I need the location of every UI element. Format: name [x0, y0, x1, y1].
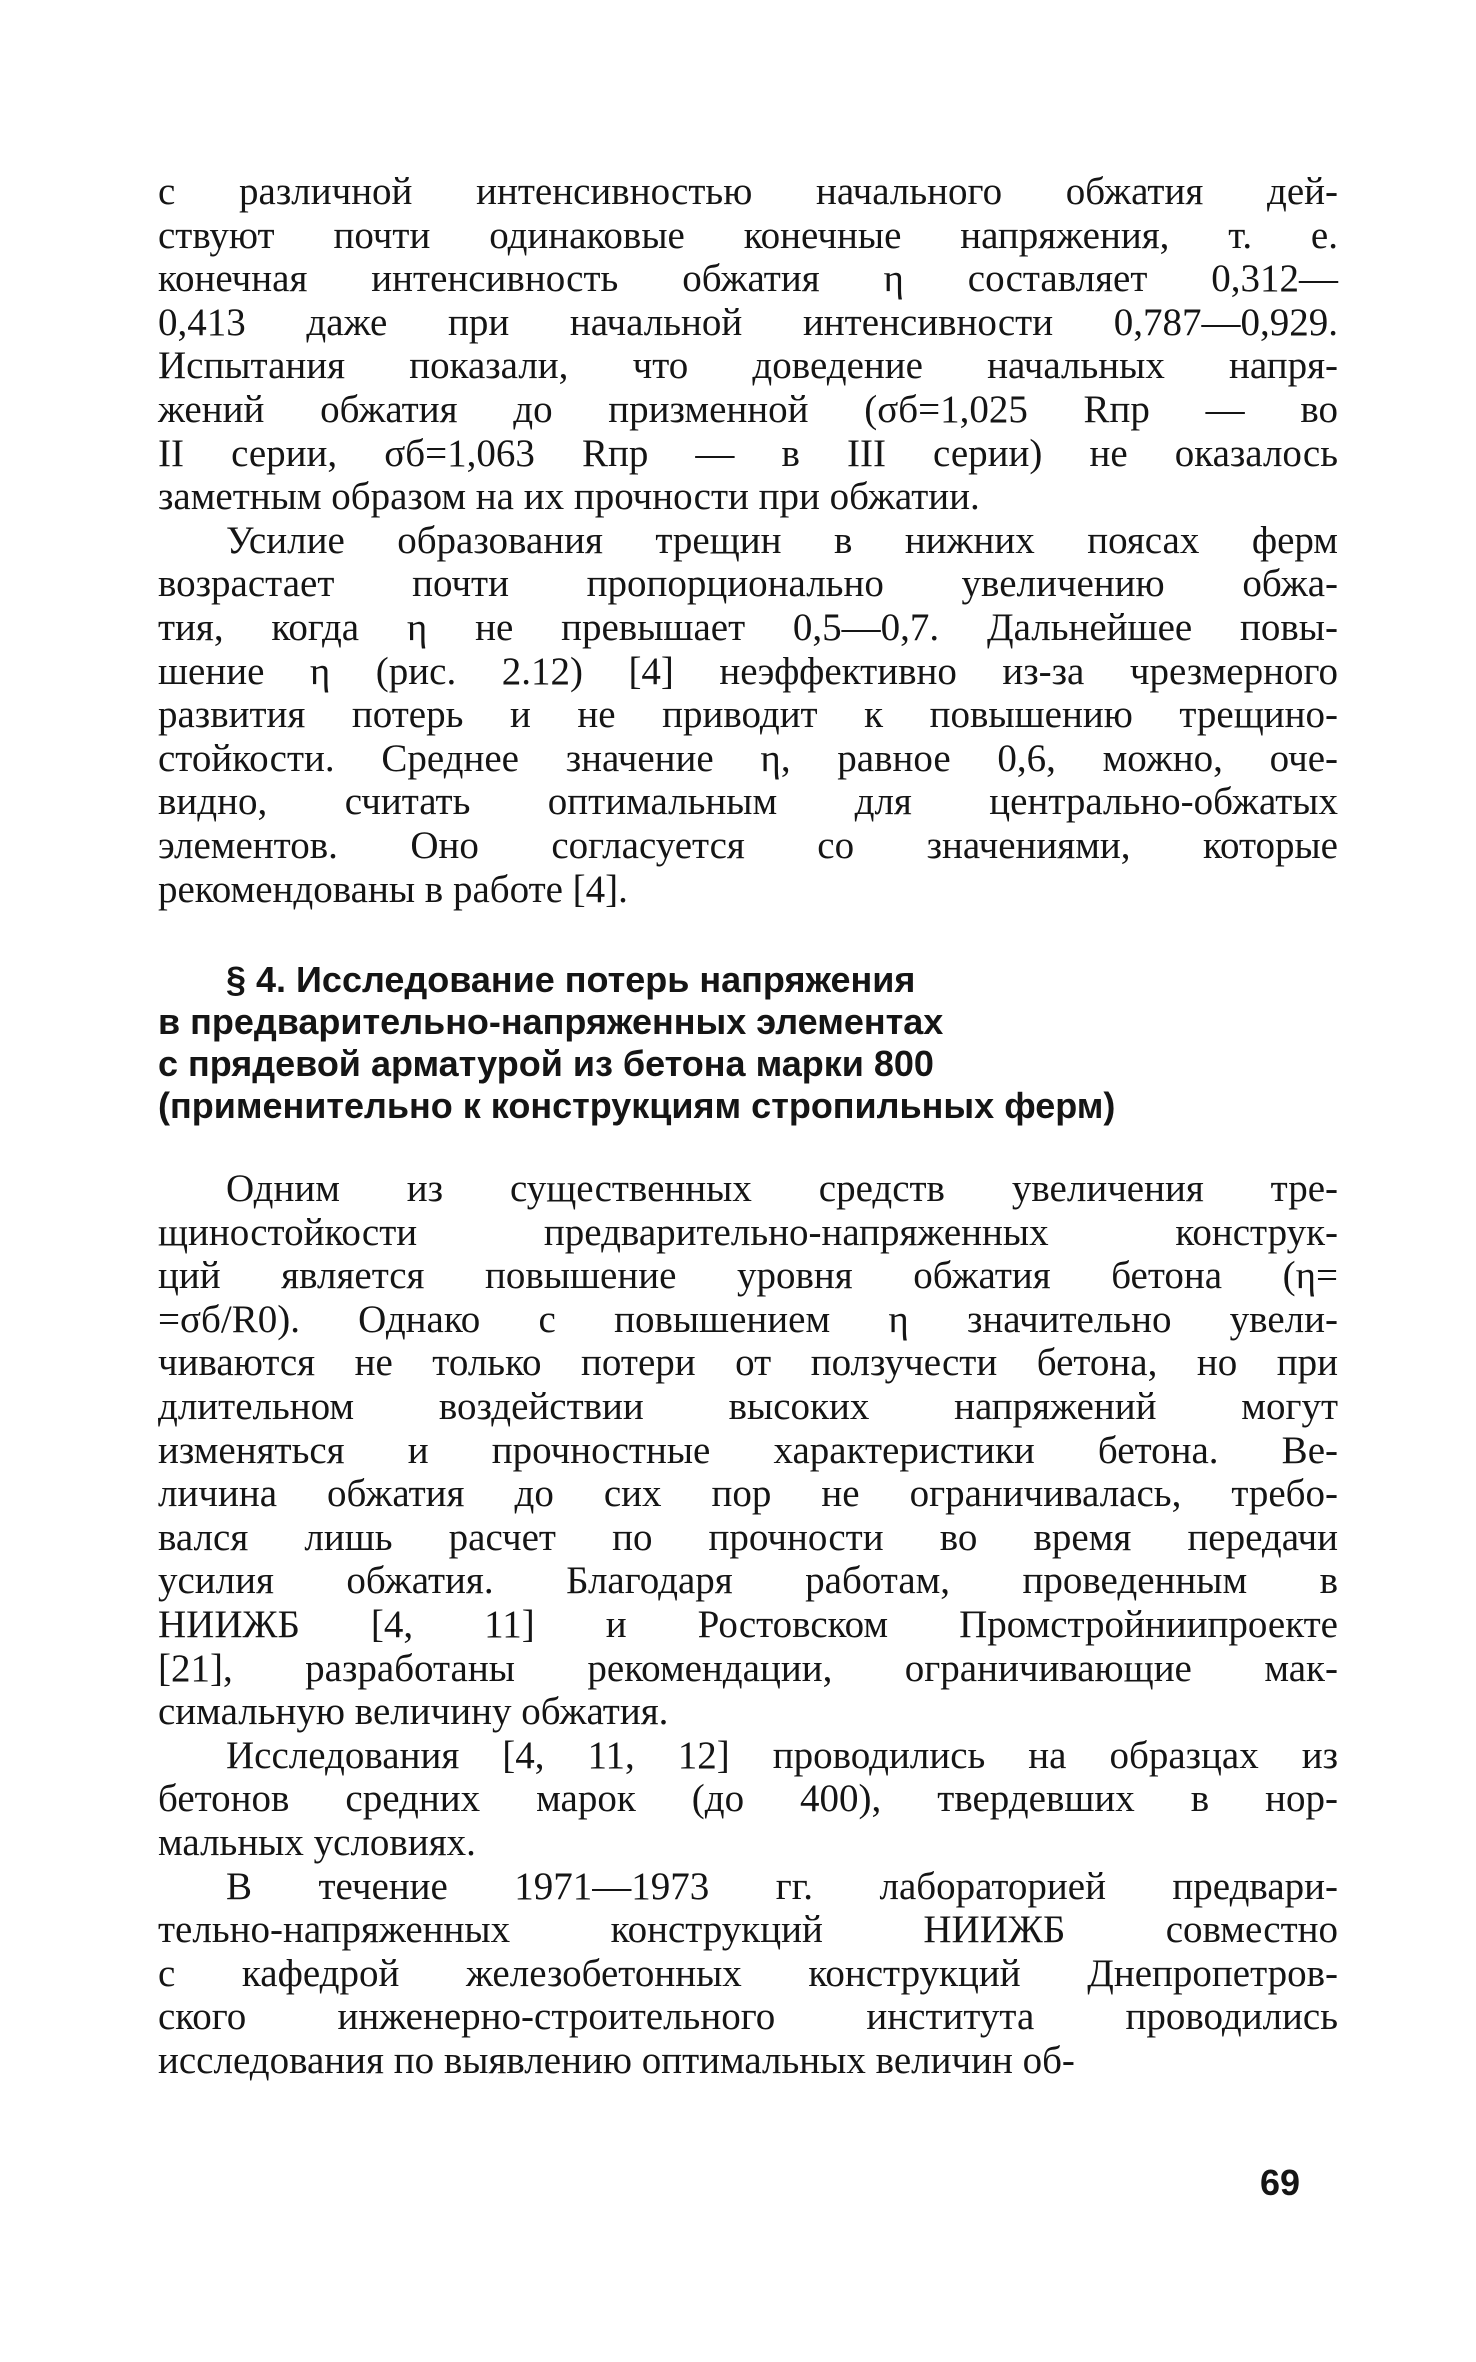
paragraph: [158, 1734, 1338, 1865]
text-line: Одним из существенных средств увеличения тре-: [226, 1167, 1338, 1211]
text-line: возрастает почти пропорционально увеличению обжа-: [158, 562, 1338, 606]
text-line: ского инженерно-строительного института проводились: [158, 1995, 1338, 2039]
text-line: тельно-напряженных конструкций НИИЖБ совместно: [158, 1908, 1338, 1952]
text-line: чиваются не только потери от ползучести бетона, но при: [158, 1341, 1338, 1385]
text-line: 0,413 даже при начальной интенсивности 0,787—0,929.: [158, 300, 1338, 344]
paragraph: [158, 1865, 1338, 2083]
text-line: развития потерь и не приводит к повышению трещино-: [158, 693, 1338, 737]
text-line: с кафедрой железобетонных конструкций Днепропетров-: [158, 1951, 1338, 1995]
section-heading-line: в предварительно-напряженных элементах: [158, 1001, 944, 1043]
section-heading-line: (применительно к конструкциям стропильных ферм): [158, 1085, 1116, 1127]
text-line: усилия обжатия. Благодаря работам, проведенным в: [158, 1559, 1338, 1603]
text-block-bottom: [158, 1167, 1338, 2082]
page-number: 69: [1260, 2162, 1301, 2203]
paragraph: [158, 1167, 1338, 1734]
paragraph: [158, 519, 1338, 911]
text-line: шение η (рис. 2.12) [4] неэффективно из-за чрезмерного: [158, 649, 1338, 693]
text-line: тия, когда η не превышает 0,5—0,7. Дальнейшее повы-: [158, 605, 1338, 649]
text-line: длительном воздействии высоких напряжений могут: [158, 1385, 1338, 1429]
section-heading-line: с прядевой арматурой из бетона марки 800: [158, 1043, 934, 1085]
text-line: мальных условиях.: [158, 1821, 476, 1864]
text-line: симальную величину обжатия.: [158, 1690, 669, 1734]
text-line: элементов. Оно согласуется со значениями, которые: [158, 823, 1338, 867]
page-body: [158, 170, 1338, 2083]
text-line: стойкости. Среднее значение η, равное 0,6, можно, оче-: [158, 736, 1338, 780]
text-line: рекомендованы в работе [4].: [158, 867, 628, 911]
text-line: вался лишь расчет по прочности во время передачи: [158, 1515, 1338, 1559]
text-line: НИИЖБ [4, 11] и Ростовском Промстройниипроекте: [158, 1603, 1338, 1647]
text-line: видно, считать оптимальным для центрально-обжатых: [158, 780, 1338, 824]
text-line: Испытания показали, что доведение начальных напря-: [158, 344, 1338, 388]
text-line: жений обжатия до призменной (σб=1,025 Rпр — во: [158, 387, 1338, 431]
text-line: Исследования [4, 11, 12] проводились на образцах из: [226, 1733, 1338, 1777]
text-line: [21], разработаны рекомендации, ограничивающие мак-: [158, 1646, 1338, 1690]
text-line: личина обжатия до сих пор не ограничивалась, требо-: [158, 1472, 1338, 1516]
text-line: с различной интенсивностью начального обжатия дей-: [158, 170, 1338, 213]
text-line: В течение 1971—1973 гг. лабораторией предвари-: [226, 1864, 1338, 1908]
text-line: ций является повышение уровня обжатия бетона (η=: [158, 1254, 1338, 1298]
text-line: заметным образом на их прочности при обжатии.: [158, 475, 980, 519]
section-heading: [158, 959, 1338, 1127]
text-line: Усилие образования трещин в нижних поясах ферм: [226, 518, 1338, 562]
text-line: ствуют почти одинаковые конечные напряжения, т. е.: [158, 213, 1338, 257]
text-line: II серии, σб=1,063 Rпр — в III серии) не оказалось: [158, 431, 1338, 475]
section-heading-line: § 4. Исследование потерь напряжения: [226, 959, 916, 1001]
text-line: бетонов средних марок (до 400), твердевших в нор-: [158, 1777, 1338, 1821]
text-line: конечная интенсивность обжатия η составляет 0,312—: [158, 257, 1338, 301]
text-block-top: [158, 170, 1338, 911]
text-line: =σб/R0). Однако с повышением η значительно увели-: [158, 1297, 1338, 1341]
text-line: исследования по выявлению оптимальных величин об-: [158, 2038, 1075, 2082]
text-line: изменяться и прочностные характеристики бетона. Ве-: [158, 1428, 1338, 1472]
text-line: щиностойкости предварительно-напряженных конструк-: [158, 1210, 1338, 1254]
paragraph: [158, 170, 1338, 519]
